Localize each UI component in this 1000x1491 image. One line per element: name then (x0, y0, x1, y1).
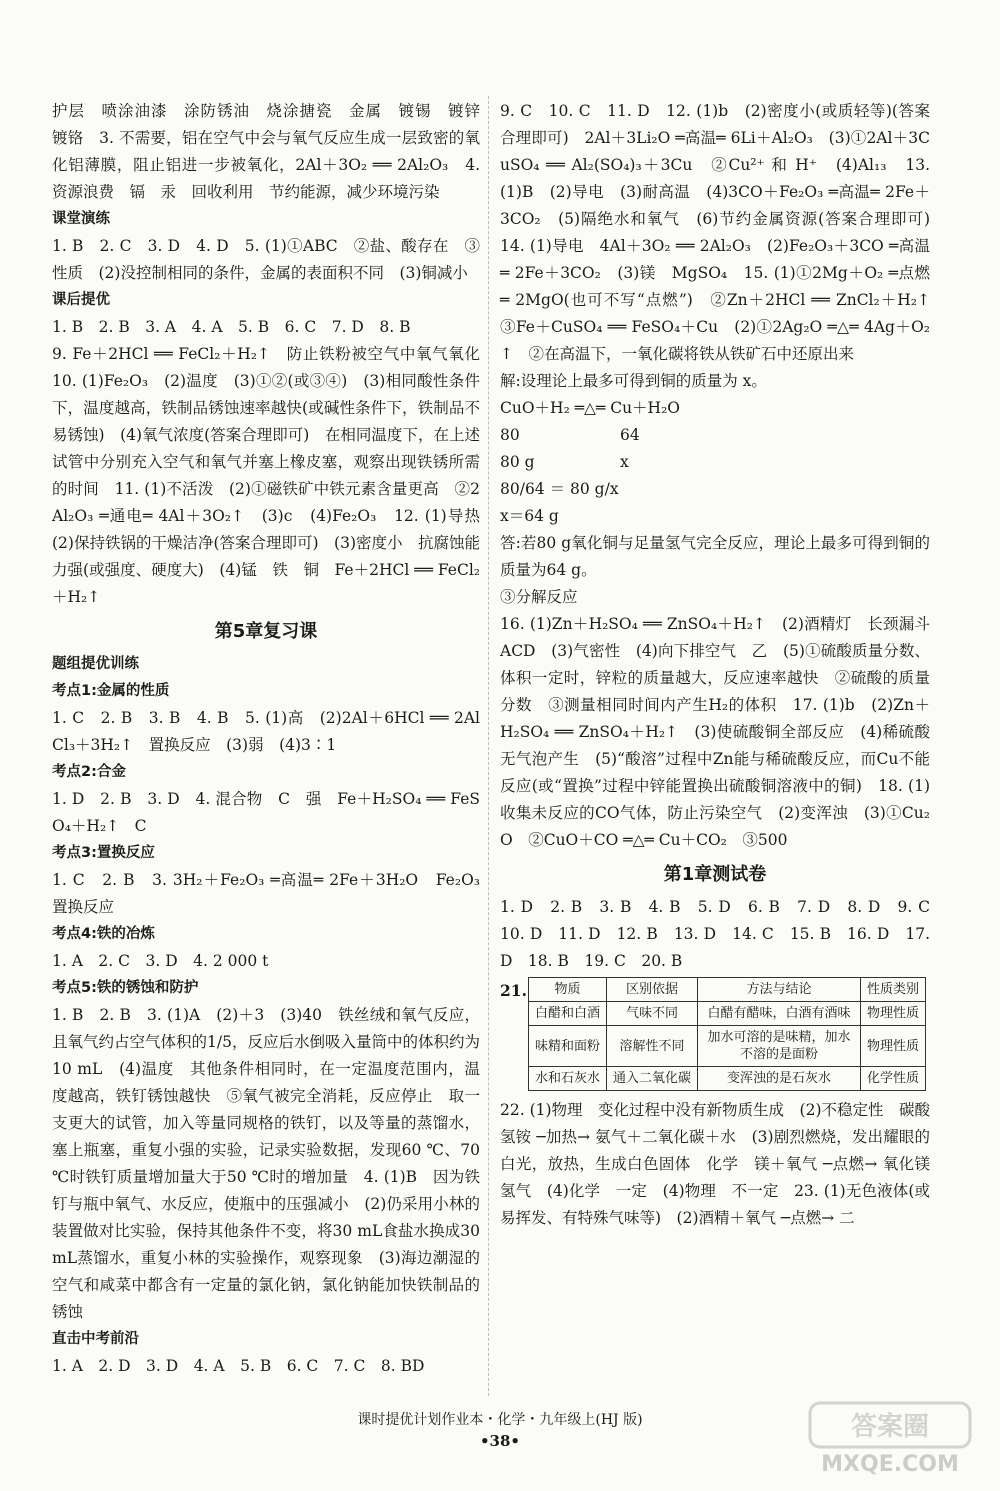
answer-paragraph: 1. B 2. C 3. D 4. D 5. (1)①ABC ②盐、酸存在 ③性质 (2)没控制相同的条件，金属的表面积不同 (3)铜减小 (52, 237, 480, 282)
solution-equation: CuO＋H₂ ═△═ Cu＋H₂O (500, 399, 680, 417)
mass-cu: 64 (620, 426, 640, 444)
answer-paragraph: 护层 喷涂油漆 涂防锈油 烧涂搪瓷 金属 镀锡 镀锌 镀铬 3. 不需要，铝在空气中会与氧气反应生成一层致密的氧化铝薄膜，阻止铝进一步被氧化，2Al＋3O₂ ══ 2Al₂O₃ 4. 资源浪费 镉 汞 回收利用 节约能源，减少环境污染 (52, 102, 496, 201)
question-21-label: 21. (500, 981, 527, 1000)
answer-statement: 答:若80 g氧化铜与足量氢气完全反应，理论上最多可得到铜的质量为64 g。 (500, 534, 930, 579)
table-header-cell: 方法与结论 (698, 978, 861, 1002)
heading-zhiji: 直击中考前沿 (52, 1331, 139, 1347)
table-header-cell: 区别依据 (607, 978, 698, 1002)
answer-paragraph: 16. (1)Zn＋H₂SO₄ ══ ZnSO₄＋H₂↑ (2)酒精灯 长颈漏斗 ACD (3)气密性 (4)向下排空气 乙 (5)①硫酸质量分数、体积一定时，锌粒的质量越大，反应速率越快 ②硫酸的质量分数 ③测量相同时间内产生H₂的体积 17. (1)b (2)Zn＋H₂SO₄ ══ ZnSO₄＋H₂↑ (3)使硫酸铜全部反应 (4)稀硫酸 无气泡产生 (5)“酸溶”过程中Zn能与稀硫酸反应，而Cu不能反应(或“置换”过程中锌能置换出硫酸铜溶液中的铜) 18. (1)收集未反应的CO气体，防止污染空气 (2)变浑浊 (3)①Cu₂O ②CuO＋CO ═△═ Cu＋CO₂ ③500 (500, 615, 946, 849)
table-cell: 味精和面粉 (529, 1026, 607, 1067)
answer-paragraph: 22. (1)物理 变化过程中没有新物质生成 (2)不稳定性 碳酸氢铵 ─加热→ 氨气＋二氧化碳＋水 (3)剧烈燃烧，发出耀眼的白光，放热，生成白色固体 化学 镁＋氧气 ─点燃→ 氧化镁 氢气 (4)化学 一定 (4)物理 不一定 23. (1)无色液体(或易挥发、有特殊气味等) (2)酒精＋氧气 ─点燃→ 二 (500, 1101, 946, 1227)
answer-paragraph: 1. C 2. B 3. 3H₂＋Fe₂O₃ ═高温═ 2Fe＋3H₂O Fe₂O₃ 置换反应 (52, 871, 496, 916)
answer-paragraph: 1. A 2. C 3. D 4. 2 000 t (52, 952, 269, 970)
answer-paragraph: 1. D 2. B 3. B 4. B 5. D 6. B 7. D 8. D 9. C 10. D 11. D 12. B 13. D 14. C 15. B 16. D 17. D 18. B 19. C 20. B (500, 898, 946, 970)
table-cell: 物理性质 (861, 1002, 926, 1026)
answer-table (528, 977, 926, 1091)
table-cell: 白醋和白酒 (529, 1002, 607, 1026)
table-cell: 变浑浊的是石灰水 (698, 1067, 861, 1091)
mass-row-1 (500, 422, 930, 449)
heading-kaodian1: 考点1:金属的性质 (52, 683, 170, 699)
watermark-text: MXQE.COM (821, 1452, 959, 1477)
watermark-logo (800, 1397, 980, 1477)
answer-paragraph: 9. Fe＋2HCl ══ FeCl₂＋H₂↑ 防止铁粉被空气中氧气氧化 10. (1)Fe₂O₃ (2)温度 (3)①②(或③④) (3)相同酸性条件下，温度越高，铁制品锈蚀速率越快(或碱性条件下，铁制品不易锈蚀) (4)氧气浓度(答案合理即可) 在相同温度下，在上述试管中分别充入空气和氧气并塞上橡皮塞，观察出现铁锈所需的时间 11. (1)不活泼 (2)①磁铁矿中铁元素含量更高 ②2Al₂O₃ ═通电═ 4Al＋3O₂↑ (3)c (4)Fe₂O₃ 12. (1)导热 (2)保持铁锅的干燥洁净(答案合理即可) (3)密度小 抗腐蚀能力强(或强度、硬度大) (4)锰 铁 铜 Fe＋2HCl ══ FeCl₂＋H₂↑ (52, 345, 496, 606)
table-row (529, 1002, 926, 1026)
left-column (52, 98, 496, 1380)
heading-kaodian4: 考点4:铁的冶炼 (52, 926, 155, 942)
heading-kaodian2: 考点2:合金 (52, 764, 126, 780)
table-cell: 物理性质 (861, 1026, 926, 1067)
answer-paragraph: 1. B 2. B 3. A 4. A 5. B 6. C 7. D 8. B (52, 318, 411, 336)
mass-row-2 (500, 449, 930, 476)
section-title-ch1-test: 第1章测试卷 (663, 864, 767, 885)
table-cell: 溶解性不同 (607, 1026, 698, 1067)
table-header-cell: 性质类别 (861, 978, 926, 1002)
answer-paragraph: ③分解反应 (500, 588, 578, 606)
table-cell: 通入二氧化碳 (607, 1067, 698, 1091)
x-value: x＝64 g (500, 507, 559, 525)
table-cell: 白醋有醋味，白酒有酒味 (698, 1002, 861, 1026)
table-cell: 水和石灰水 (529, 1067, 607, 1091)
heading-tizu: 题组提优训练 (52, 656, 139, 672)
table-header-cell: 物质 (529, 978, 607, 1002)
page-number: •38• (479, 1432, 521, 1450)
column-divider (488, 96, 489, 1396)
table-cell: 加水可溶的是味精，加水不溶的是面粉 (698, 1026, 861, 1067)
answer-paragraph: 1. A 2. D 3. D 4. A 5. B 6. C 7. C 8. BD (52, 1357, 425, 1375)
answer-paragraph: 1. B 2. B 3. (1)A (2)＋3 (3)40 铁丝绒和氧气反应，且氧气约占空气体积的1/5，反应后水倒吸入量筒中的体积约为10 mL (4)温度 其他条件相同时，在一定温度范围内，温度越高，铁钉锈蚀越快 ⑤氧气被完全消耗，反应停止 取一支更大的试管，加入等量同规格的铁钉，以及等量的蒸馏水，塞上瓶塞，重复小强的实验，记录实验数据，发现60 ℃、70 ℃时铁钉质量增加量大于50 ℃时的增加量 4. (1)B 因为铁钉与瓶中氧气、水反应，使瓶中的压强减小 (2)仍采用小林的装置做对比实验，保持其他条件不变，将30 mL食盐水换成30 mL蒸馏水，重复小林的实验操作，观察现象 (3)海边潮湿的空气和咸菜中都含有一定量的氯化钠，氯化钠能加快铁制品的锈蚀 (52, 1006, 480, 1321)
unknown-x: x (620, 453, 629, 471)
answer-paragraph: 1. C 2. B 3. B 4. B 5. (1)高 (2)2Al＋6HCl ══ 2AlCl₃＋3H₂↑ 置换反应 (3)弱 (4)3∶1 (52, 709, 480, 754)
mass-cuo: 80 (500, 426, 520, 444)
ratio-equation: 80/64 ＝ 80 g/x (500, 480, 619, 498)
table-row (529, 1026, 926, 1067)
watermark-icon (800, 1397, 980, 1453)
heading-kaodian3: 考点3:置换反应 (52, 845, 155, 861)
heading-kaodian5: 考点5:铁的锈蚀和防护 (52, 980, 199, 996)
solution-intro: 解:设理论上最多可得到铜的质量为 x。 (500, 372, 767, 390)
heading-kehou: 课后提优 (52, 292, 110, 308)
table-cell: 气味不同 (607, 1002, 698, 1026)
svg-text:答案圈: 答案圈 (850, 1412, 930, 1442)
answer-paragraph: 1. D 2. B 3. D 4. 混合物 C 强 Fe＋H₂SO₄ ══ FeSO₄＋H₂↑ C (52, 790, 480, 835)
heading-ketang: 课堂演练 (52, 211, 110, 227)
section-title-ch5: 第5章复习课 (214, 621, 318, 642)
table-header-row (529, 978, 926, 1002)
table-cell: 化学性质 (861, 1067, 926, 1091)
table-row (529, 1067, 926, 1091)
question-21 (500, 977, 930, 1091)
given-mass: 80 g (500, 453, 535, 471)
answer-paragraph: 9. C 10. C 11. D 12. (1)b (2)密度小(或质轻等)(答案合理即可) 2Al＋3Li₂O ═高温═ 6Li＋Al₂O₃ (3)①2Al＋3CuSO₄ ══ Al₂(SO₄)₃＋3Cu ②Cu²⁺ 和 H⁺ (4)Al₁₃ 13. (1)B (2)导电 (3)耐高温 (4)3CO＋Fe₂O₃ ═高温═ 2Fe＋3CO₂ (5)隔绝水和氧气 (6)节约金属资源(答案合理即可) 14. (1)导电 4Al＋3O₂ ══ 2Al₂O₃ (2)Fe₂O₃＋3CO ═高温═ 2Fe＋3CO₂ (3)镁 MgSO₄ 15. (1)①2Mg＋O₂ ═点燃═ 2MgO(也可不写“点燃”) ②Zn＋2HCl ══ ZnCl₂＋H₂↑ ③Fe＋CuSO₄ ══ FeSO₄＋Cu (2)①2Ag₂O ═△═ 4Ag＋O₂↑ ②在高温下，一氧化碳将铁从铁矿石中还原出来 (500, 102, 946, 363)
right-column (500, 98, 946, 1232)
page-footer: 课时提优计划作业本・化学・九年级上(HJ 版) (357, 1412, 643, 1428)
